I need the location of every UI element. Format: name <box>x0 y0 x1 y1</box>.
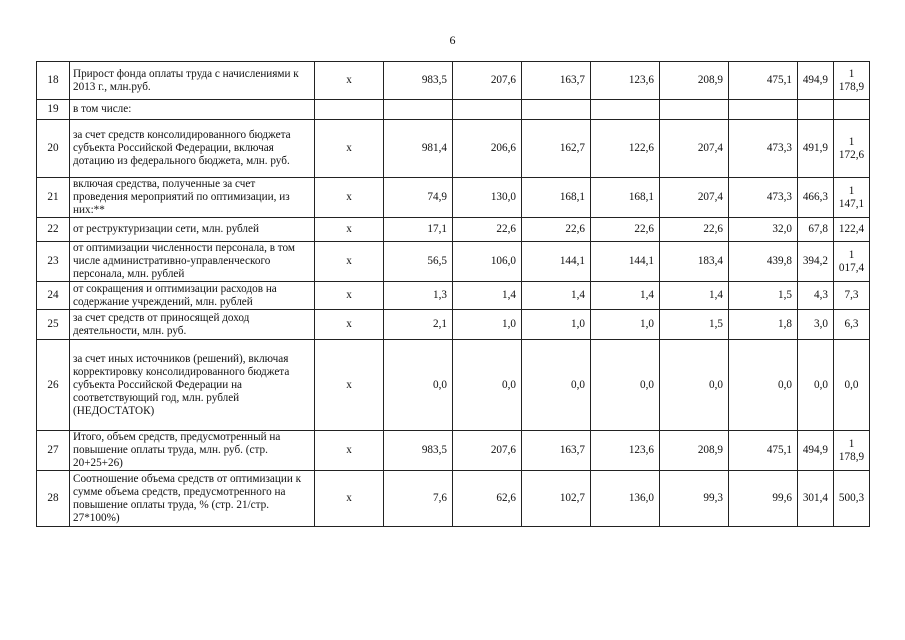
value-cell: 144,1 <box>591 242 660 282</box>
value-cell: 208,9 <box>660 431 729 471</box>
x-cell <box>315 100 384 120</box>
value-cell: 207,4 <box>660 120 729 178</box>
value-cell: 122,6 <box>591 120 660 178</box>
value-cell: 22,6 <box>453 218 522 242</box>
table-row <box>37 62 870 100</box>
description-cell: Соотношение объема средств от оптимизации к сумме объема средств, предусмотренного на повышение оплаты труда, % (стр. 21/стр. 27*100%) <box>70 471 315 527</box>
value-cell: 74,9 <box>384 178 453 218</box>
total-cell: 122,4 <box>834 218 870 242</box>
x-cell: x <box>315 62 384 100</box>
value-cell <box>660 100 729 120</box>
value-cell: 123,6 <box>591 431 660 471</box>
table-row <box>37 471 870 527</box>
description-cell: за счет средств от приносящей доход деятельности, млн. руб. <box>70 310 315 340</box>
value-cell: 0,0 <box>591 340 660 431</box>
total-cell: 6,3 <box>834 310 870 340</box>
value-cell: 1,0 <box>453 310 522 340</box>
value-cell: 207,4 <box>660 178 729 218</box>
value-cell: 17,1 <box>384 218 453 242</box>
value-cell: 208,9 <box>660 62 729 100</box>
value-cell: 1,5 <box>660 310 729 340</box>
value-cell: 1,3 <box>384 282 453 310</box>
value-cell: 0,0 <box>798 340 834 431</box>
value-cell: 106,0 <box>453 242 522 282</box>
value-cell: 7,6 <box>384 471 453 527</box>
value-cell: 1,4 <box>591 282 660 310</box>
value-cell <box>522 100 591 120</box>
table-body <box>37 62 870 527</box>
row-number-cell: 27 <box>37 431 70 471</box>
total-cell: 1 178,9 <box>834 62 870 100</box>
value-cell: 466,3 <box>798 178 834 218</box>
value-cell: 981,4 <box>384 120 453 178</box>
value-cell: 394,2 <box>798 242 834 282</box>
description-cell: включая средства, полученные за счет проведения мероприятий по оптимизации, из них:** <box>70 178 315 218</box>
value-cell: 491,9 <box>798 120 834 178</box>
description-cell: за счет средств консолидированного бюджета субъекта Российской Федерации, включая дотацию из федерального бюджета, млн. руб. <box>70 120 315 178</box>
total-cell: 7,3 <box>834 282 870 310</box>
table-row <box>37 282 870 310</box>
value-cell: 983,5 <box>384 62 453 100</box>
row-number-cell: 18 <box>37 62 70 100</box>
value-cell: 475,1 <box>729 62 798 100</box>
x-cell: x <box>315 340 384 431</box>
value-cell: 168,1 <box>591 178 660 218</box>
x-cell: x <box>315 282 384 310</box>
table-row <box>37 242 870 282</box>
table-row <box>37 310 870 340</box>
value-cell: 3,0 <box>798 310 834 340</box>
total-cell: 1 017,4 <box>834 242 870 282</box>
value-cell: 207,6 <box>453 431 522 471</box>
x-cell: x <box>315 242 384 282</box>
total-cell: 0,0 <box>834 340 870 431</box>
value-cell: 62,6 <box>453 471 522 527</box>
total-cell: 1 147,1 <box>834 178 870 218</box>
x-cell: x <box>315 218 384 242</box>
value-cell: 206,6 <box>453 120 522 178</box>
value-cell: 144,1 <box>522 242 591 282</box>
value-cell: 22,6 <box>660 218 729 242</box>
value-cell <box>591 100 660 120</box>
description-cell: в том числе: <box>70 100 315 120</box>
value-cell: 99,3 <box>660 471 729 527</box>
row-number-cell: 23 <box>37 242 70 282</box>
value-cell: 473,3 <box>729 178 798 218</box>
value-cell: 207,6 <box>453 62 522 100</box>
value-cell: 168,1 <box>522 178 591 218</box>
value-cell: 102,7 <box>522 471 591 527</box>
row-number-cell: 22 <box>37 218 70 242</box>
value-cell: 1,8 <box>729 310 798 340</box>
table-row <box>37 100 870 120</box>
value-cell: 1,0 <box>522 310 591 340</box>
budget-table <box>36 61 870 527</box>
x-cell: x <box>315 310 384 340</box>
total-cell: 500,3 <box>834 471 870 527</box>
value-cell: 1,0 <box>591 310 660 340</box>
row-number-cell: 28 <box>37 471 70 527</box>
value-cell: 494,9 <box>798 62 834 100</box>
total-cell: 1 172,6 <box>834 120 870 178</box>
row-number-cell: 21 <box>37 178 70 218</box>
total-cell: 1 178,9 <box>834 431 870 471</box>
value-cell: 0,0 <box>660 340 729 431</box>
value-cell <box>453 100 522 120</box>
description-cell: от реструктуризации сети, млн. рублей <box>70 218 315 242</box>
description-cell: от сокращения и оптимизации расходов на содержание учреждений, млн. рублей <box>70 282 315 310</box>
row-number-cell: 26 <box>37 340 70 431</box>
table-row <box>37 178 870 218</box>
row-number-cell: 25 <box>37 310 70 340</box>
value-cell: 494,9 <box>798 431 834 471</box>
value-cell: 0,0 <box>522 340 591 431</box>
description-cell: от оптимизации численности персонала, в том числе административно-управленческого персонала, млн. рублей <box>70 242 315 282</box>
value-cell: 1,4 <box>660 282 729 310</box>
value-cell: 1,4 <box>453 282 522 310</box>
value-cell: 123,6 <box>591 62 660 100</box>
description-cell: Прирост фонда оплаты труда с начислениями к 2013 г., млн.руб. <box>70 62 315 100</box>
value-cell: 136,0 <box>591 471 660 527</box>
value-cell: 0,0 <box>729 340 798 431</box>
row-number-cell: 20 <box>37 120 70 178</box>
table-row <box>37 120 870 178</box>
value-cell: 22,6 <box>522 218 591 242</box>
value-cell <box>384 100 453 120</box>
value-cell <box>729 100 798 120</box>
page-number: 6 <box>449 33 456 47</box>
x-cell: x <box>315 431 384 471</box>
value-cell: 2,1 <box>384 310 453 340</box>
total-cell <box>834 100 870 120</box>
description-cell: за счет иных источников (решений), включая корректировку консолидированного бюджета субъекта Российской Федерации на соответствующий год, млн. рублей (НЕДОСТАТОК) <box>70 340 315 431</box>
table-row <box>37 340 870 431</box>
value-cell: 1,5 <box>729 282 798 310</box>
value-cell: 183,4 <box>660 242 729 282</box>
value-cell: 439,8 <box>729 242 798 282</box>
value-cell: 983,5 <box>384 431 453 471</box>
value-cell: 301,4 <box>798 471 834 527</box>
value-cell: 163,7 <box>522 62 591 100</box>
value-cell: 1,4 <box>522 282 591 310</box>
value-cell: 4,3 <box>798 282 834 310</box>
value-cell: 130,0 <box>453 178 522 218</box>
table-row <box>37 218 870 242</box>
x-cell: x <box>315 471 384 527</box>
value-cell: 32,0 <box>729 218 798 242</box>
value-cell: 67,8 <box>798 218 834 242</box>
value-cell <box>798 100 834 120</box>
value-cell: 22,6 <box>591 218 660 242</box>
description-cell: Итого, объем средств, предусмотренный на повышение оплаты труда, млн. руб. (стр. 20+25+26) <box>70 431 315 471</box>
table-row <box>37 431 870 471</box>
x-cell: x <box>315 120 384 178</box>
value-cell: 99,6 <box>729 471 798 527</box>
value-cell: 0,0 <box>384 340 453 431</box>
row-number-cell: 24 <box>37 282 70 310</box>
value-cell: 475,1 <box>729 431 798 471</box>
value-cell: 473,3 <box>729 120 798 178</box>
value-cell: 56,5 <box>384 242 453 282</box>
value-cell: 163,7 <box>522 431 591 471</box>
x-cell: x <box>315 178 384 218</box>
row-number-cell: 19 <box>37 100 70 120</box>
value-cell: 162,7 <box>522 120 591 178</box>
value-cell: 0,0 <box>453 340 522 431</box>
